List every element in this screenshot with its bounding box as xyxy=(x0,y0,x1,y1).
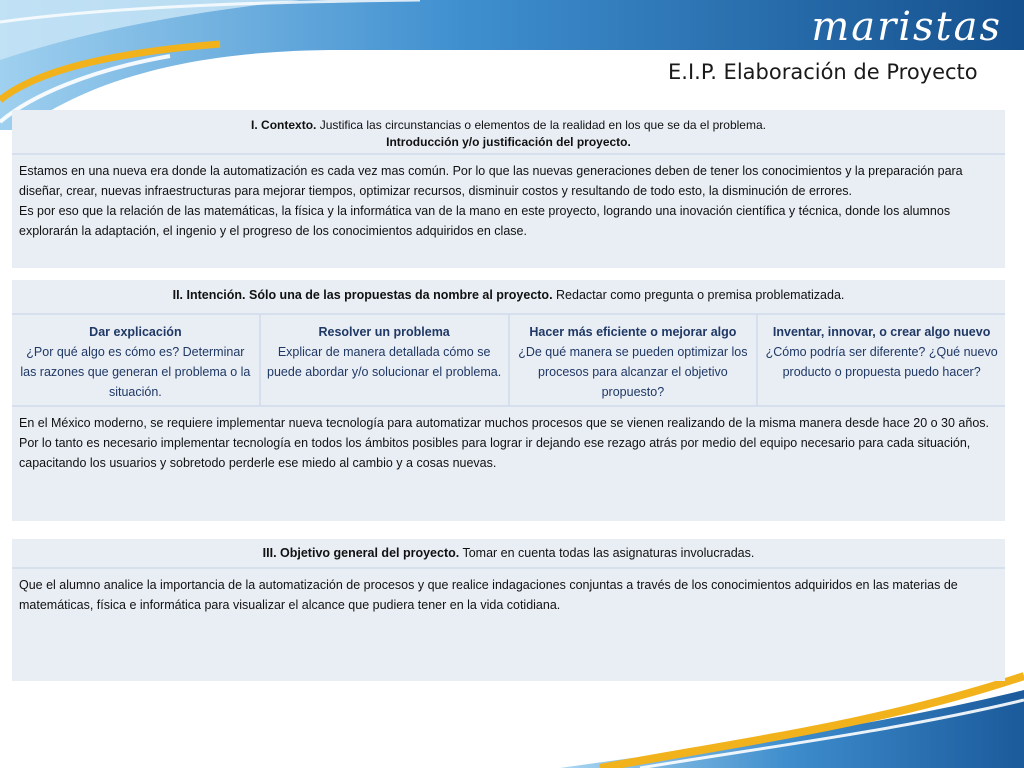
section-intention-heading-bold: II. Intención. Sólo una de las propuestas da nombre al proyecto. xyxy=(172,288,553,302)
section-context-heading-bold: I. Contexto. xyxy=(251,118,317,132)
section-objective xyxy=(12,539,1005,681)
option-title: Resolver un problema xyxy=(318,325,450,339)
intention-paragraph: En el México moderno, se requiere implementar nueva tecnología para automatizar muchos procesos que se vienen realizando de la misma manera desde hace 20 o 30 años. Por lo tanto es necesario implementar tecnología en todos los ámbitos posibles para lograr ir dejando ese rezago atrás por medio del equipo necesario para cada situación, capacitando los usuarios y sobretodo perderle ese miedo al cambio y a cosas nuevas. xyxy=(19,416,990,470)
intention-options xyxy=(12,315,1005,405)
section-intention-body xyxy=(12,407,1005,521)
objective-paragraph: Que el alumno analice la importancia de la automatización de procesos y que realice indagaciones conjuntas a través de los conocimientos adquiridos en las materias de matemáticas, física e informática para visualizar el alcance que pudiera tener en la vida cotidiana. xyxy=(19,578,958,612)
page-title: E.I.P. Elaboración de Proyecto xyxy=(668,60,978,84)
option-text: ¿Cómo podría ser diferente? ¿Qué nuevo producto o propuesta puedo hacer? xyxy=(765,345,998,379)
section-objective-heading-text: Tomar en cuenta todas las asignaturas involucradas. xyxy=(459,546,755,560)
option-hacer-eficiente xyxy=(510,315,757,405)
section-intention-header xyxy=(12,280,1005,313)
option-resolver-problema xyxy=(261,315,508,405)
section-objective-heading-bold: III. Objetivo general del proyecto. xyxy=(262,546,460,560)
option-title: Dar explicación xyxy=(89,325,182,339)
section-objective-body xyxy=(12,569,1005,681)
section-context xyxy=(12,110,1005,268)
maristas-logo: maristas xyxy=(811,4,1002,50)
section-intention xyxy=(12,280,1005,521)
section-objective-header xyxy=(12,539,1005,567)
section-context-subheading: Introducción y/o justificación del proyecto. xyxy=(386,135,631,149)
context-paragraph-2: Es por eso que la relación de las matemáticas, la física y la informática van de la mano en este proyecto, logrando una inovación científica y técnica, donde los alumnos explorarán la adaptación, el ingenio y el progreso de los conocimientos adquiridos en clase. xyxy=(19,204,951,238)
option-text: ¿De qué manera se pueden optimizar los procesos para alcanzar el objetivo propuesto? xyxy=(518,345,748,399)
section-context-body xyxy=(12,155,1005,268)
option-title: Inventar, innovar, o crear algo nuevo xyxy=(772,325,991,339)
option-inventar-innovar xyxy=(758,315,1005,405)
context-paragraph-1: Estamos en una nueva era donde la automatización es cada vez mas común. Por lo que las nuevas generaciones deben de tener los conocimientos y la preparación para diseñar, crear, nuevas infraestructuras para mejorar tiempos, optimizar recursos, disminuir costos y resultando de todo esto, la disminución de errores. xyxy=(19,164,963,198)
section-context-header xyxy=(12,110,1005,153)
option-text: Explicar de manera detallada cómo se puede abordar y/o solucionar el problema. xyxy=(267,345,502,379)
section-context-heading-text: Justifica las circunstancias o elementos de la realidad en los que se da el problema. xyxy=(316,118,766,132)
option-text: ¿Por qué algo es cómo es? Determinar las razones que generan el problema o la situación. xyxy=(20,345,251,399)
section-intention-heading-text: Redactar como pregunta o premisa problematizada. xyxy=(552,288,845,302)
option-title: Hacer más eficiente o mejorar algo xyxy=(529,325,737,339)
option-dar-explicacion xyxy=(12,315,259,405)
